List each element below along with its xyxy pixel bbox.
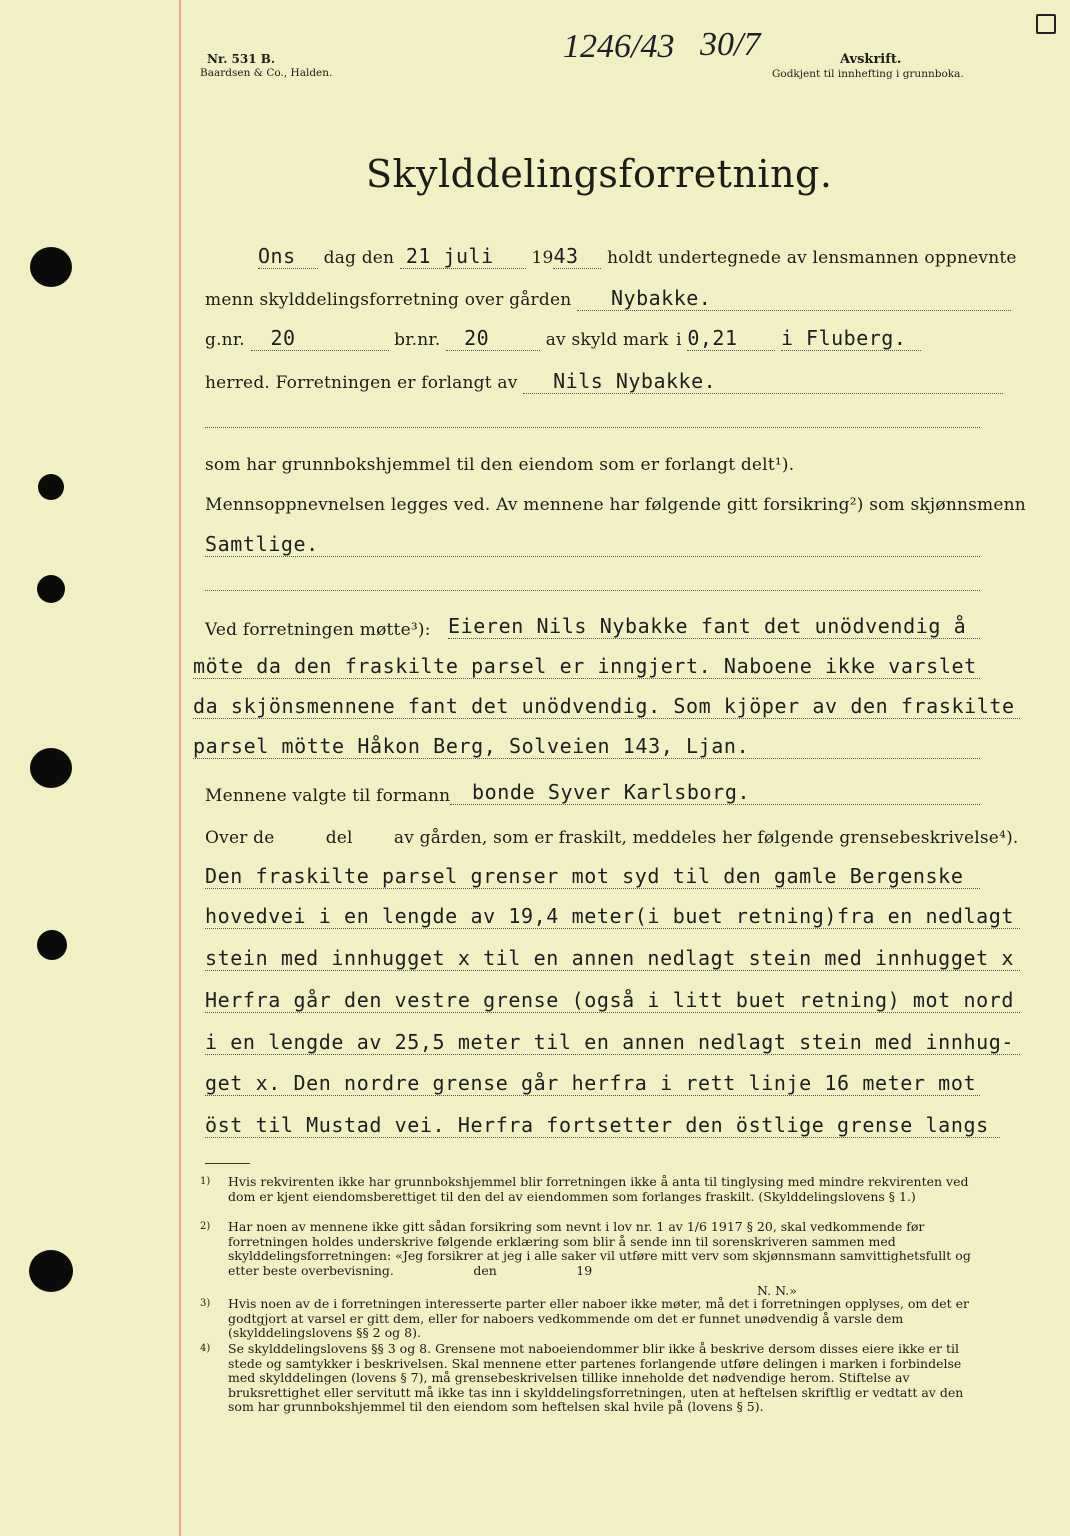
- meeting-label: Ved forretningen møtte³):: [205, 620, 431, 640]
- chair-label: Mennene valgte til formann: [205, 786, 451, 806]
- requester-label: herred. Forretningen er forlangt av: [205, 373, 518, 393]
- footnote-number: 3): [200, 1298, 211, 1309]
- boundary-label-b: del: [325, 828, 353, 848]
- corner-mark: [1036, 14, 1056, 34]
- boundary-line: get x. Den nordre grense går herfra i rett linje 16 meter mot: [205, 1071, 980, 1096]
- para1-line3: g.nr. 20 br.nr. 20 av skyld mark i 0,21 i Fluberg.: [205, 326, 921, 351]
- skyld-value: 0,21: [687, 326, 775, 351]
- chair-value: bonde Syver Karlsborg.: [450, 780, 980, 805]
- farm-label: menn skylddelingsforretning over gården: [205, 290, 572, 310]
- handwritten-date: 30/7: [700, 26, 761, 63]
- gnr-label: g.nr.: [205, 330, 245, 350]
- punch-hole: [29, 1250, 73, 1292]
- boundary-line: Den fraskilte parsel grenser mot syd til den gamle Bergenske: [205, 864, 980, 889]
- requester-value: Nils Nybakke.: [523, 369, 1003, 394]
- blank-line: [205, 590, 980, 591]
- sworn-value: Samtlige.: [205, 532, 980, 557]
- para1-text: holdt undertegnede av lensmannen oppnevnte: [607, 248, 1017, 268]
- footnote-text: Se skylddelingslovens §§ 3 og 8. Grensene mot naboeiendommer blir ikke å beskrive dersom disses eiere ikke er til stede og samtykker i beskrivelsen. Skal mennene etter partenes forlangende utføre delingen i marken i forbindelse med skylddelingen (lovens § 7), må grensebeskrivelsen tillike inneholde det nødvendige herom. Stiftelse av bruksrettighet eller servitutt må ikke tas inn i skylddelingsforretningen, uten at heftelsen skriftlig er vedtatt av den som har grunnbokshjemmel til den eiendom som heftelsen skal hvile på (lovens § 5).: [228, 1341, 964, 1414]
- para1-line1: [258, 244, 1017, 269]
- boundary-line: stein med innhugget x til en annen nedlagt stein med innhugget x: [205, 946, 1020, 971]
- skyld-label: av skyld mark: [545, 330, 669, 350]
- footnote-3: [200, 1297, 990, 1341]
- kommune-value: i Fluberg.: [781, 326, 921, 351]
- footnote-number: 4): [200, 1343, 211, 1354]
- paragraph-2: som har grunnbokshjemmel til den eiendom som er forlangt delt¹).: [205, 455, 795, 475]
- meeting-line: Eieren Nils Nybakke fant det unödvendig å: [448, 614, 980, 639]
- boundary-line: öst til Mustad vei. Herfra fortsetter den östlige grense langs: [205, 1113, 1000, 1138]
- weekday-value: Ons: [258, 244, 318, 269]
- printer-name: Baardsen & Co., Halden.: [200, 67, 333, 79]
- page-title: Skylddelingsforretning.: [366, 152, 833, 196]
- footnote-text: Hvis rekvirenten ikke har grunnbokshjemmel blir forretningen ikke å anta til tinglysing med mindre rekvirenten ved dom er kjent eiendomsberettiget til den del av eiendommen som forlanges fraskilt. (Skylddelingslovens § 1.): [228, 1174, 969, 1204]
- footnote-number: 1): [200, 1176, 211, 1187]
- meeting-line: parsel mötte Håkon Berg, Solveien 143, Ljan.: [193, 734, 980, 759]
- year-prefix: 19: [531, 248, 554, 268]
- footnote-4: [200, 1342, 990, 1415]
- year-value: 43: [553, 244, 601, 269]
- boundary-label: [205, 828, 1019, 848]
- footnote-2: [200, 1220, 990, 1278]
- footnote-text: Har noen av mennene ikke gitt sådan forsikring som nevnt i lov nr. 1 av 1/6 1917 § 20, skal vedkommende før forretningen holdes underskrive følgende erklæring som blir å sende inn til sorenskriveren sammen med skylddelingsforretningen: «Jeg forsikrer at jeg i alle saker vil utføre mitt verv som skjønnsmann samvittighetsfullt og etter beste overbevisning. den 19: [228, 1219, 975, 1278]
- punch-hole: [30, 247, 72, 287]
- para1-line2: [205, 286, 1011, 311]
- punch-hole: [38, 474, 64, 500]
- footnote-text: Hvis noen av de i forretningen interesserte parter eller naboer ikke møter, må det i forretningen opplyses, om det er godtgjort at varsel er gitt dem, eller for naboers vedkommende om det er funnet unødvendig å varsle dem (skylddelingslovens §§ 2 og 8).: [228, 1296, 970, 1340]
- boundary-label-c: av gården, som er fraskilt, meddeles her følgende grensebeskrivelse⁴).: [393, 828, 1019, 848]
- boundary-label-a: Over de: [205, 828, 275, 848]
- blank-line: [205, 427, 980, 428]
- footnote-1: [200, 1175, 990, 1204]
- boundary-line: i en lengde av 25,5 meter til en annen nedlagt stein med innhug-: [205, 1030, 1020, 1055]
- bnr-label: br.nr.: [394, 330, 441, 350]
- paragraph-3: Mennsoppnevnelsen legges ved. Av mennene har følgende gitt forsikring²) som skjønnsmenn: [205, 495, 1026, 515]
- margin-line: [179, 0, 181, 1536]
- punch-hole: [37, 930, 67, 960]
- punch-hole: [37, 575, 65, 603]
- footnote-signature: N. N.»: [757, 1283, 797, 1298]
- footnote-rule: [205, 1163, 250, 1164]
- meeting-line: da skjönsmennene fant det unödvendig. Som kjöper av den fraskilte: [193, 694, 1020, 719]
- date-value: 21 juli: [400, 244, 526, 269]
- bnr-value: 20: [446, 326, 540, 351]
- farm-value: Nybakke.: [577, 286, 1011, 311]
- approval-note: Godkjent til innhefting i grunnboka.: [772, 68, 964, 80]
- meeting-line: möte da den fraskilte parsel er inngjert. Naboene ikke varslet: [193, 654, 980, 679]
- para1-line4: [205, 369, 1003, 394]
- footnote-number: 2): [200, 1221, 211, 1232]
- punch-hole: [30, 748, 72, 788]
- day-label: dag den: [323, 248, 395, 268]
- copy-label: Avskrift.: [840, 52, 902, 67]
- gnr-value: 20: [251, 326, 389, 351]
- handwritten-reference: 1246/43: [563, 28, 675, 65]
- boundary-line: hovedvei i en lengde av 19,4 meter(i buet retning)fra en nedlagt: [205, 904, 1020, 929]
- boundary-line: Herfra går den vestre grense (også i litt buet retning) mot nord: [205, 988, 1020, 1013]
- form-number: Nr. 531 B.: [207, 52, 276, 66]
